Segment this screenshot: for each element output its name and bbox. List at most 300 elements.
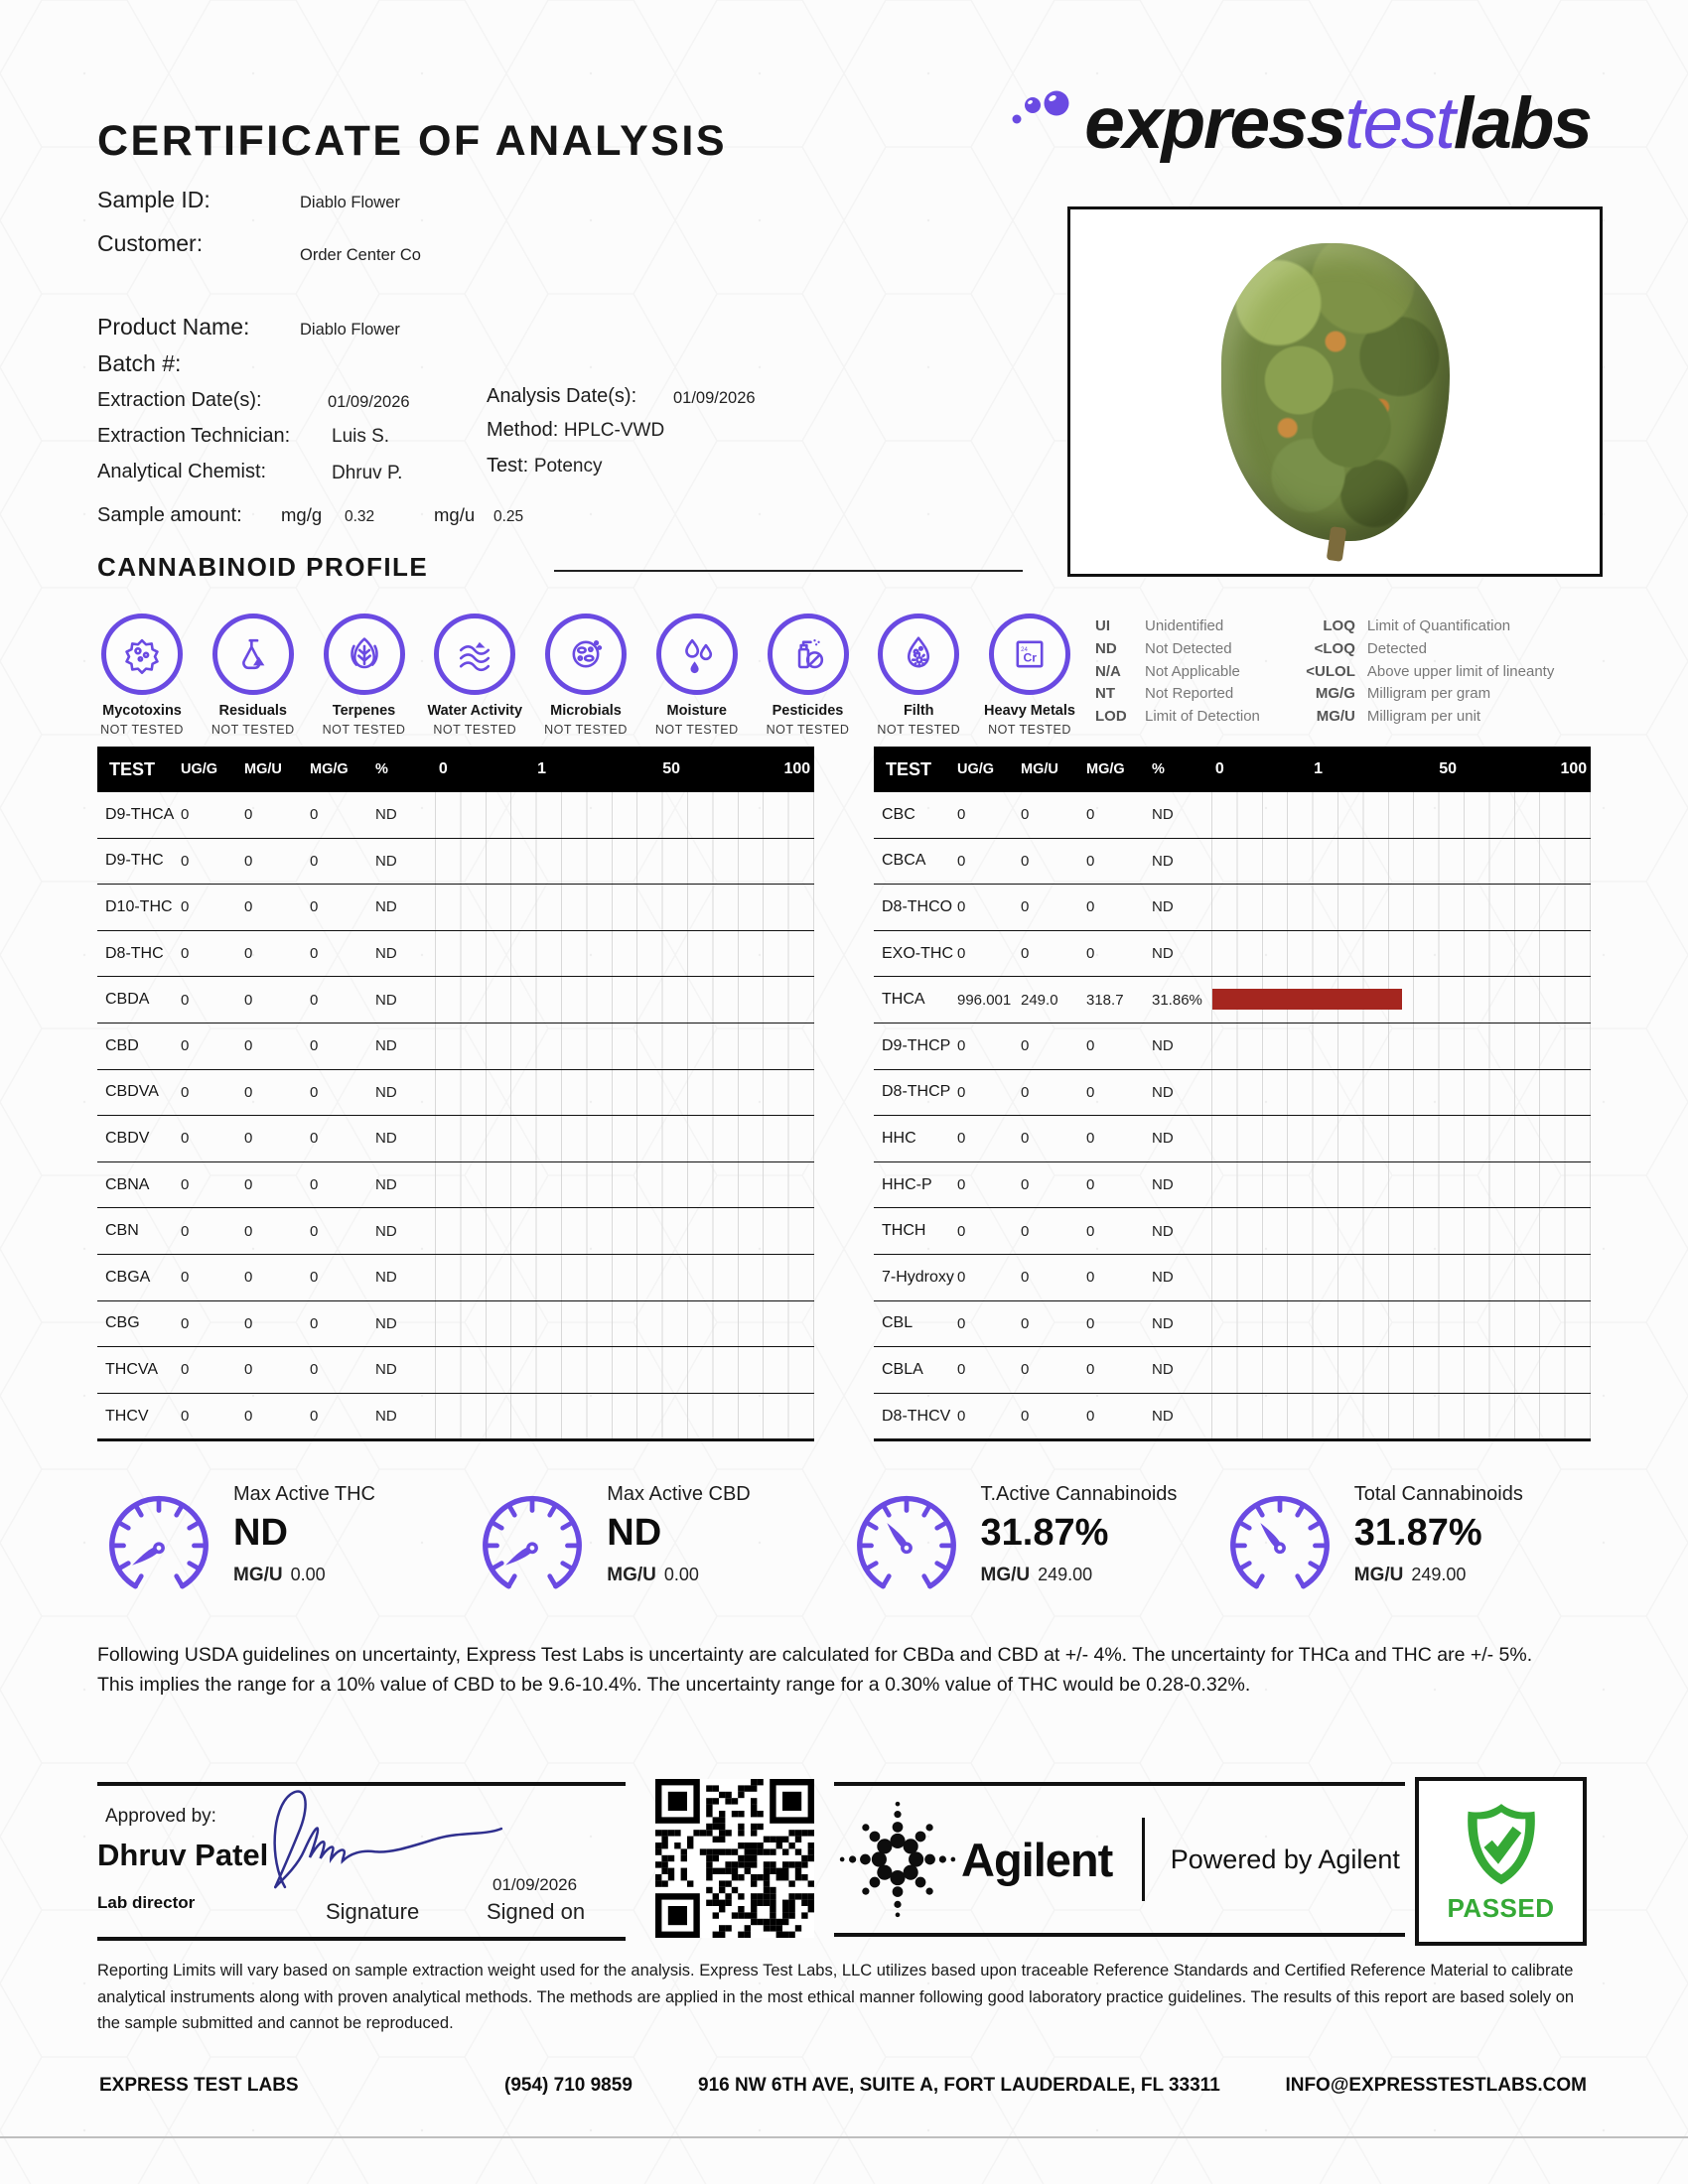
cell-pct: 31.86% <box>1152 991 1202 1009</box>
table-row-cbdv <box>97 1116 814 1162</box>
gauge-unit <box>981 1565 1178 1586</box>
cell-mgg: 0 <box>310 1130 319 1148</box>
cell-ugg: 0 <box>181 1314 190 1332</box>
sample-amount-label: Sample amount: <box>97 504 242 526</box>
cell-pct: ND <box>1152 1361 1174 1379</box>
panel-circle <box>768 614 849 695</box>
cell-ugg: 0 <box>181 806 190 824</box>
agilent-brand: Agilent <box>961 1833 1113 1886</box>
logo-labs: labs <box>1453 83 1591 164</box>
cell-test: EXO-THC <box>882 944 953 962</box>
cell-mgu: 0 <box>1021 898 1030 916</box>
cell-mgg: 0 <box>310 1361 319 1379</box>
cell-mgu: 0 <box>244 898 253 916</box>
cell-mgg: 0 <box>1086 806 1095 824</box>
panel-status: NOT TESTED <box>433 723 517 737</box>
signed-date: 01/09/2026 <box>492 1875 578 1894</box>
cell-mgg: 0 <box>1086 1314 1095 1332</box>
cell-mgu: 0 <box>244 1269 253 1287</box>
page-title: CERTIFICATE OF ANALYSIS <box>97 117 728 165</box>
cell-chart <box>1211 839 1591 885</box>
gauge-max-active-cbd <box>468 1479 841 1600</box>
water-activity-icon <box>449 628 500 680</box>
panel-circle <box>212 614 294 695</box>
cell-mgg: 0 <box>310 852 319 870</box>
cell-test: THCVA <box>105 1360 159 1378</box>
analysis-dates-label: Analysis Date(s): <box>487 385 637 407</box>
cell-chart <box>435 839 814 885</box>
cell-chart <box>1211 1024 1591 1069</box>
panel-heavy-metals <box>977 614 1082 737</box>
cell-test: CBCA <box>882 852 926 870</box>
cell-pct: ND <box>1152 1222 1174 1240</box>
cell-mgg: 0 <box>1086 1222 1095 1240</box>
cell-mgg: 0 <box>310 806 319 824</box>
header-scale <box>435 747 814 792</box>
cell-chart <box>435 1394 814 1439</box>
cell-test: 7-Hydroxy <box>882 1268 954 1286</box>
express-test-labs-logo <box>1009 83 1591 164</box>
table-header <box>97 747 814 792</box>
header-test: TEST <box>109 758 156 779</box>
table-row-cbl <box>874 1301 1591 1348</box>
legend-desc: Milligram per unit <box>1366 708 1481 725</box>
cell-pct: ND <box>1152 806 1174 824</box>
legend-code: LOQ <box>1323 617 1355 634</box>
cell-chart <box>435 1208 814 1254</box>
panel-circle <box>878 614 959 695</box>
extraction-dates-value: 01/09/2026 <box>328 393 410 411</box>
cell-mgg: 0 <box>1086 1269 1095 1287</box>
svg-text:Cr: Cr <box>1023 650 1038 665</box>
gauge-max-active-thc <box>94 1479 468 1600</box>
agilent-divider <box>1142 1818 1145 1901</box>
agilent-tagline: Powered by Agilent <box>1170 1843 1400 1874</box>
method-label-row <box>487 419 664 442</box>
approved-by-label: Approved by: <box>105 1806 216 1827</box>
cell-ugg: 0 <box>181 1269 190 1287</box>
logo-bubbles-icon <box>1009 89 1082 149</box>
cell-chart <box>435 1162 814 1208</box>
table-row-d8-thcv <box>874 1394 1591 1439</box>
cell-test: D8-THCV <box>882 1407 951 1425</box>
cell-chart <box>435 1347 814 1393</box>
scale-50: 50 <box>1439 760 1457 777</box>
legend-row <box>1095 617 1260 636</box>
cell-mgg: 0 <box>1086 1037 1095 1055</box>
cell-chart <box>1211 1116 1591 1161</box>
cell-pct: ND <box>1152 1037 1174 1055</box>
panel-label: Moisture <box>666 703 727 719</box>
legend-code: <ULOL <box>1306 662 1355 680</box>
cell-test: CBL <box>882 1314 914 1332</box>
scale-0: 0 <box>1214 760 1224 777</box>
cell-mgu: 0 <box>1021 1130 1030 1148</box>
speedometer-icon <box>468 1479 597 1600</box>
legend-code: MG/U <box>1316 708 1355 725</box>
gauge-unit-label: MG/U <box>607 1565 656 1585</box>
cell-mgu: 0 <box>244 1083 253 1101</box>
cell-mgu: 0 <box>244 991 253 1009</box>
gauge-title: Max Active CBD <box>607 1483 751 1505</box>
terpenes-icon <box>339 628 390 680</box>
legend-desc: Limit of Detection <box>1145 708 1260 725</box>
gauge-value: ND <box>607 1512 662 1554</box>
cell-mgu: 0 <box>244 806 253 824</box>
cell-mgu: 0 <box>244 852 253 870</box>
cell-test: HHC <box>882 1129 916 1147</box>
cell-mgg: 0 <box>310 1408 319 1426</box>
filth-icon <box>893 628 944 680</box>
cell-test: D8-THCP <box>882 1083 951 1101</box>
panel-status: NOT TESTED <box>988 723 1071 737</box>
cell-mgg: 0 <box>310 1176 319 1194</box>
cell-test: HHC-P <box>882 1175 932 1193</box>
panel-circle <box>656 614 738 695</box>
result-bar <box>1212 989 1402 1010</box>
legend-desc: Not Reported <box>1145 685 1234 703</box>
customer-label: Customer: <box>97 230 204 256</box>
scale-1: 1 <box>1314 760 1324 777</box>
legend-desc: Not Detected <box>1145 639 1232 657</box>
table-row-d8-thc <box>97 931 814 978</box>
panel-label: Microbials <box>550 703 622 719</box>
cell-test: CBDVA <box>105 1083 159 1101</box>
header-ugg: UG/G <box>957 761 995 777</box>
table-row-cbga <box>97 1255 814 1301</box>
cell-mgu: 0 <box>1021 1408 1030 1426</box>
qr-code <box>655 1779 814 1938</box>
cell-mgu: 0 <box>244 1130 253 1148</box>
not-tested-panels <box>89 614 1082 737</box>
cell-mgg: 0 <box>1086 1083 1095 1101</box>
table-row-cbna <box>97 1162 814 1209</box>
cell-pct: ND <box>375 991 397 1009</box>
analysis-dates-value: 01/09/2026 <box>673 389 756 407</box>
table-row-hhc-p <box>874 1162 1591 1209</box>
cell-chart <box>1211 1301 1591 1347</box>
gauge-unit-label: MG/U <box>1353 1565 1404 1585</box>
analytical-chemist-label: Analytical Chemist: <box>97 461 267 482</box>
cell-pct: ND <box>375 1269 397 1287</box>
legend-row <box>1288 640 1554 659</box>
cell-ugg: 0 <box>957 806 966 824</box>
header-mgu: MG/U <box>1021 761 1058 777</box>
passed-label: PASSED <box>1447 1892 1555 1923</box>
gauge-value: 31.87% <box>980 1512 1109 1554</box>
table-row-thch <box>874 1208 1591 1255</box>
cell-chart <box>1211 1394 1591 1439</box>
cell-mgg: 0 <box>1086 1130 1095 1148</box>
table-row-7-hydroxy <box>874 1255 1591 1301</box>
pesticides-icon <box>782 628 834 680</box>
cell-mgg: 0 <box>310 1314 319 1332</box>
panel-water-activity <box>422 614 527 737</box>
cell-test: CBDV <box>105 1129 150 1147</box>
passed-shield-icon <box>1459 1800 1544 1891</box>
table-row-d8-thcp <box>874 1070 1591 1117</box>
cell-chart <box>435 1116 814 1161</box>
table-row-exo-thc <box>874 931 1591 978</box>
cell-mgu: 249.0 <box>1021 991 1058 1009</box>
panel-label: Water Activity <box>427 703 523 719</box>
legend-col2 <box>1288 617 1554 727</box>
legend-desc: Limit of Quantification <box>1366 617 1511 634</box>
panel-label: Pesticides <box>772 703 844 719</box>
gauge-unit-value: 249.00 <box>1411 1565 1467 1584</box>
table-row-cbg <box>97 1301 814 1348</box>
cell-ugg: 0 <box>181 1083 190 1101</box>
cell-mgu: 0 <box>1021 1037 1030 1055</box>
gauge-title: Total Cannabinoids <box>1353 1483 1523 1505</box>
gauge-title: Max Active THC <box>233 1483 375 1505</box>
test-label: Test: <box>487 455 529 477</box>
extraction-technician-label: Extraction Technician: <box>97 425 291 447</box>
cell-ugg: 0 <box>181 852 190 870</box>
cell-chart <box>1211 977 1591 1023</box>
gauge-text <box>981 1483 1178 1586</box>
footer-phone: (954) 710 9859 <box>504 2075 633 2096</box>
gauge-title: T.Active Cannabinoids <box>980 1483 1178 1505</box>
cell-ugg: 0 <box>181 1176 190 1194</box>
cell-pct: ND <box>375 1222 397 1240</box>
approval-box <box>97 1782 626 1941</box>
logo-text <box>1084 83 1591 164</box>
panel-filth <box>866 614 971 737</box>
cell-pct: ND <box>1152 852 1174 870</box>
footer-email: INFO@EXPRESSTESTLABS.COM <box>1285 2075 1587 2096</box>
legend-row <box>1095 708 1260 727</box>
cell-chart <box>1211 792 1591 838</box>
legend-col1 <box>1095 617 1260 727</box>
legend-code: UI <box>1095 617 1110 634</box>
cell-ugg: 0 <box>181 1408 190 1426</box>
gauge-value: 31.87% <box>1353 1512 1482 1554</box>
cell-mgu: 0 <box>1021 1083 1030 1101</box>
cell-pct: ND <box>375 1083 397 1101</box>
panel-residuals <box>201 614 306 737</box>
cell-chart <box>1211 931 1591 977</box>
cell-test: THCV <box>105 1407 149 1425</box>
gauge-unit-value: 0.00 <box>663 1565 699 1584</box>
batch-label: Batch #: <box>97 350 182 376</box>
cell-test: CBN <box>105 1222 139 1240</box>
legend-code: <LOQ <box>1314 639 1355 657</box>
gauge-text <box>607 1483 750 1586</box>
cell-pct: ND <box>375 1361 397 1379</box>
panel-label: Terpenes <box>332 703 396 719</box>
panel-terpenes <box>312 614 417 737</box>
approver-name: Dhruv Patel <box>97 1838 269 1872</box>
cell-chart <box>435 792 814 838</box>
cell-mgu: 0 <box>244 1222 253 1240</box>
cell-chart <box>435 931 814 977</box>
panel-circle <box>101 614 183 695</box>
cell-ugg: 0 <box>181 1361 190 1379</box>
table-row-cbc <box>874 792 1591 839</box>
cell-mgg: 0 <box>1086 1176 1095 1194</box>
section-divider <box>554 570 1023 572</box>
cell-pct: ND <box>1152 1314 1174 1332</box>
cell-test: CBC <box>882 805 915 823</box>
cell-test: D9-THC <box>105 852 164 870</box>
cell-pct: ND <box>375 1176 397 1194</box>
table-row-cbla <box>874 1347 1591 1394</box>
table-row-d9-thcp <box>874 1024 1591 1070</box>
logo-test: test <box>1344 83 1454 164</box>
mgg-label: mg/g <box>281 504 323 525</box>
cell-pct: ND <box>1152 1130 1174 1148</box>
svg-text:24: 24 <box>1021 645 1028 653</box>
summary-gauges <box>94 1479 1589 1600</box>
speedometer-icon <box>1215 1479 1344 1600</box>
cell-mgu: 0 <box>244 1314 253 1332</box>
cell-chart <box>1211 1208 1591 1254</box>
cell-ugg: 0 <box>181 898 190 916</box>
legend-code: N/A <box>1095 662 1121 680</box>
cell-ugg: 996.001 <box>957 991 1012 1009</box>
gauge-unit-value: 249.00 <box>1038 1565 1093 1584</box>
cell-mgu: 0 <box>1021 806 1030 824</box>
cell-ugg: 0 <box>957 1130 966 1148</box>
header-pct: % <box>375 761 388 777</box>
panel-label: Heavy Metals <box>984 703 1075 719</box>
cell-mgg: 0 <box>310 1037 319 1055</box>
panel-status: NOT TESTED <box>877 723 961 737</box>
panel-circle <box>989 614 1070 695</box>
header-mgu: MG/U <box>244 761 282 777</box>
cell-test: D10-THC <box>105 897 173 915</box>
cell-test: D9-THCA <box>105 805 175 823</box>
legend-code: ND <box>1095 639 1117 657</box>
header-mgg: MG/G <box>1086 761 1125 777</box>
panel-moisture <box>644 614 750 737</box>
cannabis-bud-photo <box>1221 243 1450 541</box>
cell-mgu: 0 <box>1021 1361 1030 1379</box>
gauge-t-active-cannabinoids <box>842 1479 1215 1600</box>
legend-desc: Above upper limit of lineanty <box>1366 662 1555 680</box>
table-row-hhc <box>874 1116 1591 1162</box>
cell-pct: ND <box>375 1130 397 1148</box>
header-scale <box>1211 747 1591 792</box>
gauge-unit-label: MG/U <box>233 1565 283 1585</box>
legend-desc: Milligram per gram <box>1366 685 1491 703</box>
uncertainty-note: Following USDA guidelines on uncertainty, Express Test Labs is uncertainty are calculated for CBDa and CBD at +/- 4%. The uncertainty for THCa and THC are +/- 5%. This implies the range for a 10% value of CBD to be 9.6-10.4%. The uncertainty range for a 0.30% value of THC would be 0.28-0.32%. <box>97 1644 1533 1697</box>
product-name-value: Diablo Flower <box>300 321 400 339</box>
mycotoxins-icon <box>116 628 168 680</box>
cell-mgg: 0 <box>1086 1361 1095 1379</box>
cell-mgg: 0 <box>310 1269 319 1287</box>
legend-row <box>1095 685 1260 704</box>
cell-mgg: 0 <box>1086 1408 1095 1426</box>
cell-pct: ND <box>1152 1176 1174 1194</box>
panel-label: Residuals <box>218 703 287 719</box>
footer-address: 916 NW 6TH AVE, SUITE A, FORT LAUDERDALE, FL 33311 <box>698 2075 1220 2096</box>
scale-100: 100 <box>1560 760 1588 777</box>
cell-test: D9-THCP <box>882 1036 951 1054</box>
cannabinoid-profile-title: CANNABINOID PROFILE <box>97 552 429 582</box>
cell-mgu: 0 <box>1021 1222 1030 1240</box>
panel-status: NOT TESTED <box>211 723 295 737</box>
sample-id-value: Diablo Flower <box>300 194 400 211</box>
cell-chart <box>1211 1255 1591 1300</box>
table-row-d9-thc <box>97 839 814 886</box>
cell-mgg: 0 <box>310 945 319 963</box>
moisture-icon <box>671 628 723 680</box>
speedometer-icon <box>842 1479 971 1600</box>
cell-mgu: 0 <box>1021 1269 1030 1287</box>
cell-ugg: 0 <box>957 1176 966 1194</box>
cell-pct: ND <box>375 1037 397 1055</box>
mgu-value: 0.25 <box>493 508 524 525</box>
cell-mgu: 0 <box>244 1037 253 1055</box>
cell-ugg: 0 <box>181 1222 190 1240</box>
panel-microbials <box>533 614 638 737</box>
panel-label: Mycotoxins <box>102 703 182 719</box>
cell-mgu: 0 <box>1021 1314 1030 1332</box>
legend-row <box>1095 663 1260 682</box>
panel-pesticides <box>756 614 861 737</box>
cell-test: CBDA <box>105 991 150 1009</box>
abbreviation-legend <box>1095 617 1554 727</box>
legend-row <box>1288 617 1554 636</box>
cell-pct: ND <box>1152 1269 1174 1287</box>
cell-mgu: 0 <box>1021 1176 1030 1194</box>
cell-pct: ND <box>1152 945 1174 963</box>
cell-chart <box>1211 885 1591 930</box>
table-row-thcva <box>97 1347 814 1394</box>
cell-ugg: 0 <box>181 991 190 1009</box>
heavy-metals-icon <box>1004 628 1055 680</box>
product-name-label: Product Name: <box>97 314 250 340</box>
cell-ugg: 0 <box>957 1083 966 1101</box>
cell-pct: ND <box>375 806 397 824</box>
gauge-text <box>233 1483 375 1586</box>
cell-mgg: 0 <box>1086 945 1095 963</box>
cell-test: CBLA <box>882 1360 923 1378</box>
cell-chart <box>435 977 814 1023</box>
table-row-thcv <box>97 1394 814 1439</box>
legend-desc: Not Applicable <box>1145 662 1240 680</box>
header-pct: % <box>1152 761 1165 777</box>
cell-pct: ND <box>375 898 397 916</box>
cell-test: CBG <box>105 1314 140 1332</box>
mgg-value: 0.32 <box>345 508 375 525</box>
panel-circle <box>434 614 515 695</box>
legend-desc: Detected <box>1366 639 1427 657</box>
legend-row <box>1288 708 1554 727</box>
signed-on-label: Signed on <box>487 1899 586 1924</box>
customer-value: Order Center Co <box>300 246 421 264</box>
legend-row <box>1288 663 1554 682</box>
cell-ugg: 0 <box>957 945 966 963</box>
extraction-technician-value: Luis S. <box>332 426 390 447</box>
cannabinoid-table-right <box>874 747 1591 1441</box>
cell-ugg: 0 <box>957 898 966 916</box>
gauge-total-cannabinoids <box>1215 1479 1589 1600</box>
legend-row <box>1095 640 1260 659</box>
table-row-thca <box>874 977 1591 1024</box>
cell-test: CBNA <box>105 1175 150 1193</box>
cell-mgu: 0 <box>244 945 253 963</box>
test-value: Potency <box>533 456 603 477</box>
table-row-d10-thc <box>97 885 814 931</box>
cell-pct: ND <box>1152 1408 1174 1426</box>
speedometer-icon <box>94 1479 223 1600</box>
cell-ugg: 0 <box>957 852 966 870</box>
cell-ugg: 0 <box>957 1361 966 1379</box>
header-ugg: UG/G <box>181 761 218 777</box>
